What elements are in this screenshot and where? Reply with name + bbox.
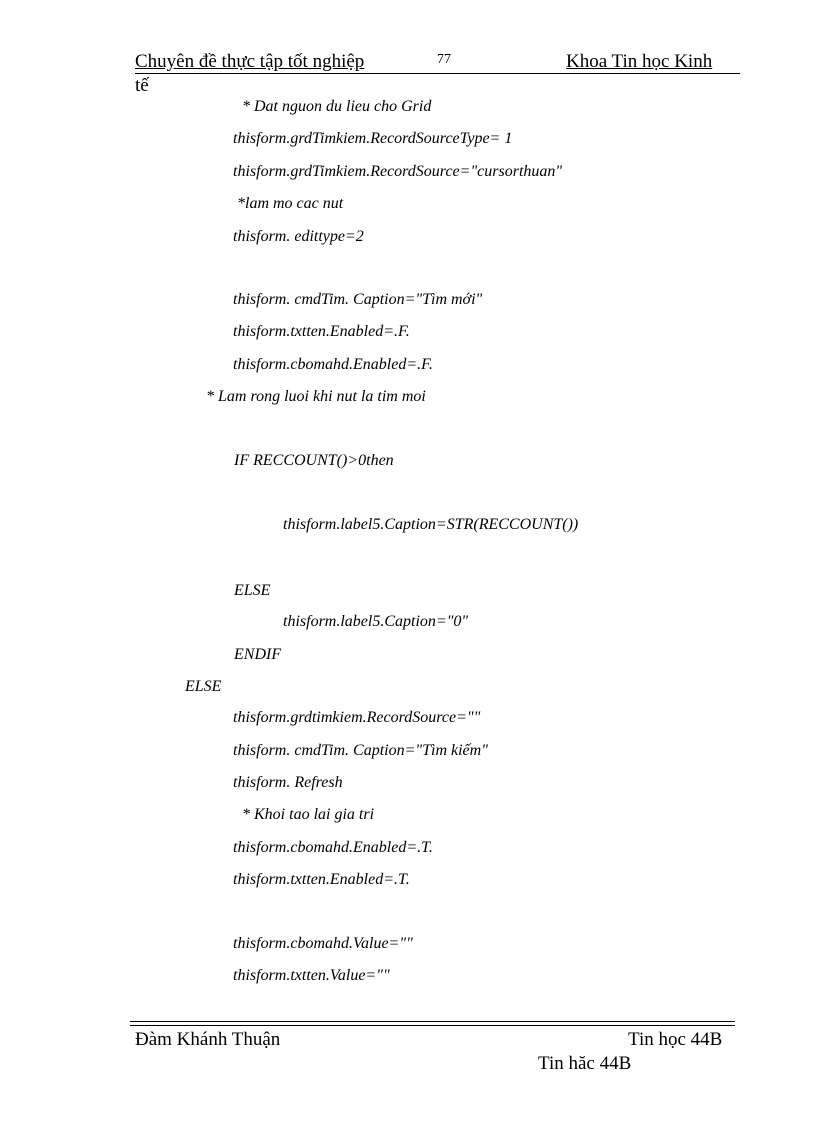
code-line: thisform.cbomahd.Enabled=.F. <box>233 356 433 373</box>
code-line: thisform. Refresh <box>233 774 343 791</box>
footer-rule <box>130 1021 735 1022</box>
code-line: thisform. cmdTim. Caption="Tìm kiếm" <box>233 742 488 759</box>
footer-class: Tin học 44B <box>628 1029 723 1050</box>
code-line: thisform.label5.Caption=STR(RECCOUNT()) <box>283 516 579 533</box>
footer-author: Đàm Khánh Thuận <box>135 1029 281 1050</box>
code-line: IF RECCOUNT()>0then <box>234 452 394 469</box>
code-line: *lam mo cac nut <box>233 195 344 212</box>
code-line: thisform.cbomahd.Value="" <box>233 935 413 952</box>
code-line: thisform. edittype=2 <box>233 228 364 245</box>
header-rule <box>135 73 740 74</box>
page-number: 77 <box>437 52 451 67</box>
header-continuation: tế <box>135 75 149 96</box>
code-line: thisform.grdTimkiem.RecordSource="cursorthuan" <box>233 163 563 180</box>
code-line: ELSE <box>185 678 222 695</box>
footer-rule <box>130 1025 735 1026</box>
code-line: thisform.txtten.Enabled=.T. <box>233 871 410 888</box>
code-line: ELSE <box>234 582 271 599</box>
code-line: thisform.cbomahd.Enabled=.T. <box>233 839 433 856</box>
code-line: thisform.grdTimkiem.RecordSourceType= 1 <box>233 130 513 147</box>
code-line: * Khoi tao lai gia tri <box>238 806 375 823</box>
code-line: * Lam rong luoi khi nut la tim moi <box>206 388 426 405</box>
code-line: thisform. cmdTim. Caption="Tìm mới" <box>233 291 483 308</box>
header-title: Chuyên đề thực tập tốt nghiệp <box>135 51 365 72</box>
footer-class-duplicate: Tin hăc 44B <box>538 1053 632 1074</box>
code-line: thisform.grdtimkiem.RecordSource="" <box>233 709 481 726</box>
header-department: Khoa Tin học Kinh <box>566 51 713 72</box>
code-line: * Dat nguon du lieu cho Grid <box>238 98 432 115</box>
code-line: thisform.txtten.Enabled=.F. <box>233 323 410 340</box>
code-line: ENDIF <box>234 646 282 663</box>
code-line: thisform.txtten.Value="" <box>233 967 390 984</box>
code-line: thisform.label5.Caption="0" <box>283 613 469 630</box>
